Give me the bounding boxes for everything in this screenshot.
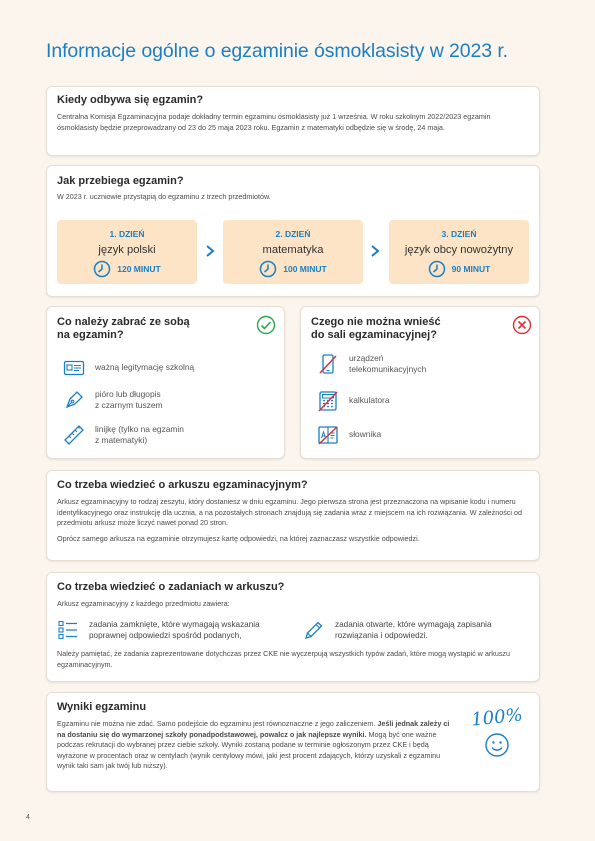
- day-number: 1. DZIEŃ: [109, 229, 145, 239]
- phone-crossed-icon: [317, 353, 339, 375]
- bring-item-text: z matematyki): [95, 435, 148, 445]
- bring-item-text: linijkę (tylko na egzamin: [95, 424, 184, 434]
- bring-item-text: ważną legitymację szkolną: [95, 362, 195, 372]
- results-sentence: Egzaminu nie można nie zdać. Samo podejście do egzaminu jest równoznaczne z jego zaliczeniem.: [57, 719, 376, 728]
- forbidden-card: [300, 306, 540, 459]
- bring-heading-line1: Co należy zabrać ze sobą: [57, 316, 190, 328]
- smiley-icon: [484, 732, 510, 758]
- tasks-heading: Co trzeba wiedzieć o zadaniach w arkuszu?: [57, 581, 285, 593]
- sheet-card: [46, 470, 540, 561]
- sheet-heading: Co trzeba wiedzieć o arkuszu egzaminacyjnym?: [57, 479, 308, 491]
- dictionary-icon: [317, 424, 339, 446]
- tasks-intro: Arkusz egzaminacyjny z każdego przedmiotu zawiera:: [57, 599, 230, 608]
- bring-item: [63, 424, 184, 446]
- pencil-icon: [303, 619, 325, 641]
- bring-card: [46, 306, 285, 459]
- forbidden-item: [317, 424, 381, 446]
- how-text: W 2023 r. uczniowie przystąpią do egzaminu z trzech przedmiotów.: [57, 192, 271, 201]
- chevron-right-icon: [204, 244, 216, 258]
- forbidden-item-text: telekomunikacyjnych: [349, 364, 427, 374]
- day-box-1: [57, 220, 197, 284]
- ruler-icon: [63, 424, 85, 446]
- forbidden-item-text: urządzeń: [349, 353, 384, 363]
- id-card-icon: [63, 357, 85, 379]
- clock-icon: [93, 260, 111, 278]
- day-subject: język polski: [98, 244, 156, 256]
- forbidden-item: [317, 353, 426, 375]
- checklist-icon: [57, 619, 79, 641]
- closed-tasks-item: [57, 619, 287, 641]
- bring-item-text: z czarnym tuszem: [95, 400, 163, 410]
- calculator-icon: [317, 390, 339, 412]
- forbidden-heading: [311, 316, 529, 342]
- day-subject: matematyka: [262, 244, 324, 256]
- sheet-paragraph: Oprócz samego arkusza na egzaminie otrzymujesz kartę odpowiedzi, na której zaznaczasz wszystkie odpowiedzi.: [57, 533, 420, 543]
- bring-heading-line2: na egzamin?: [57, 329, 124, 341]
- check-circle-icon: [256, 315, 276, 335]
- tasks-note: Należy pamiętać, że zadania zaprezentowane dotychczas przez CKE nie wyczerpują wszystkich typów zadań, które mogą wystąpić w arkuszu egzaminacyjnym.: [57, 649, 511, 669]
- bring-item: [63, 389, 162, 411]
- sheet-paragraph: Arkusz egzaminacyjny to rodzaj zeszytu, który dostaniesz w dniu egzaminu. Jego pierwsza strona jest przeznaczona na wpisanie kodu i numeru identyfikacyjnego oraz instrukcję dla ucznia, a na pozostałych stronach znajdują się zadania wraz z miejscem na ich rozwiązania. W zależności od przedmiotu arkusz może liczyć nawet ponad 20 stron.: [57, 497, 523, 528]
- results-heading: Wyniki egzaminu: [57, 701, 147, 713]
- pen-icon: [63, 389, 85, 411]
- score-badge: [465, 704, 529, 763]
- day-box-2: [223, 220, 363, 284]
- day-time: 90 MINUT: [451, 264, 491, 274]
- chevron-right-icon: [369, 244, 381, 258]
- day-box-3: [389, 220, 529, 284]
- forbidden-item-text: kalkulatora: [349, 395, 390, 405]
- bring-heading: [57, 316, 274, 342]
- page-title: Informacje ogólne o egzaminie ósmoklasisty w 2023 r.: [46, 40, 508, 62]
- forbidden-item-text: słownika: [349, 429, 382, 439]
- clock-icon: [259, 260, 277, 278]
- when-text: Centralna Komisja Egzaminacyjna podaje dokładny termin egzaminu ósmoklasisty już 1 września. W roku szkolnym 2022/2023 egzamin ósmoklasisty będzie przeprowadzany od 23 do 25 maja 2023 roku. Egzamin z matematyki odbędzie się w środę, 24 maja.: [57, 112, 491, 132]
- day-time: 120 MINUT: [117, 264, 161, 274]
- when-heading: Kiedy odbywa się egzamin?: [57, 94, 204, 106]
- results-card: [46, 692, 540, 792]
- results-bold-sentence: Jeśli jednak zależy ci na dostaniu się do wymarzonej szkoły ponadpodstawowej, powalcz o jak najlepsze wyniki.: [57, 719, 450, 739]
- tasks-card: [46, 572, 540, 682]
- bring-item: [63, 357, 194, 379]
- results-sentence: Mogą być one ważne podczas rekrutacji do wybranej przez ciebie szkoły. Wyniki zostaną podane w terminie ogłoszonym przez CKE i będą wyrażone w procentach oraz w centylach (wynik centylowy mówi, jaki jest procent zdających, którzy uzyskali z egzaminu wynik taki sam jak twój lub niższy).: [57, 729, 441, 771]
- badge-text: 100%: [470, 704, 524, 731]
- page-number: 4: [26, 814, 30, 821]
- day-number: 2. DZIEŃ: [275, 229, 311, 239]
- bring-item-text: pióro lub długopis: [95, 389, 161, 399]
- results-text: [57, 719, 455, 772]
- forbidden-heading-line1: Czego nie można wnieść: [311, 316, 441, 328]
- how-heading: Jak przebiega egzamin?: [57, 175, 184, 187]
- open-tasks-item: [303, 619, 533, 641]
- closed-tasks-text: zadania zamknięte, które wymagają wskazania poprawnej odpowiedzi spośród podanych,: [89, 620, 260, 640]
- forbidden-heading-line2: do sali egzaminacyjnej?: [311, 329, 437, 341]
- when-card: [46, 86, 540, 156]
- forbidden-item: [317, 390, 390, 412]
- clock-icon: [428, 260, 446, 278]
- day-number: 3. DZIEŃ: [441, 229, 477, 239]
- day-subject: język obcy nowożytny: [404, 244, 514, 256]
- cross-circle-icon: [512, 315, 532, 335]
- how-card: [46, 165, 540, 297]
- day-time: 100 MINUT: [283, 264, 327, 274]
- open-tasks-text: zadania otwarte, które wymagają zapisania rozwiązania i odpowiedzi.: [335, 620, 492, 640]
